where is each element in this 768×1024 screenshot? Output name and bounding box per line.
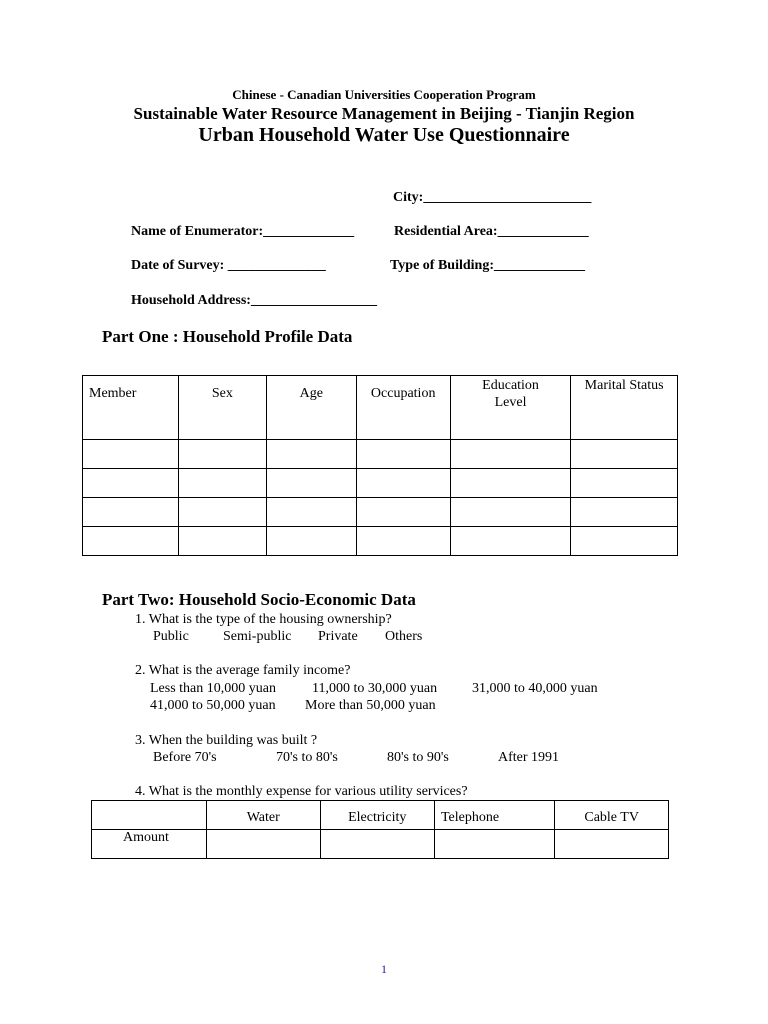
residential-area-field[interactable]: Residential Area:_____________ <box>394 224 589 239</box>
table-cell[interactable] <box>356 498 450 527</box>
table-row <box>83 469 678 498</box>
table-cell[interactable] <box>178 527 266 556</box>
table-row <box>83 527 678 556</box>
household-address-field[interactable]: Household Address:__________________ <box>131 293 377 308</box>
table-cell[interactable] <box>206 830 320 859</box>
table-cell[interactable] <box>83 469 179 498</box>
option-income-4[interactable]: 41,000 to 50,000 yuan <box>150 698 276 713</box>
program-name: Chinese - Canadian Universities Cooperation Program <box>232 87 536 102</box>
option-private[interactable]: Private <box>318 629 358 644</box>
type-of-building-field[interactable]: Type of Building:_____________ <box>390 258 585 273</box>
column-header: Electricity <box>320 801 434 830</box>
column-header: Occupation <box>356 376 450 440</box>
table-cell[interactable] <box>356 527 450 556</box>
table-header-row <box>92 801 669 830</box>
city-field[interactable]: City:________________________ <box>393 190 592 205</box>
option-public[interactable]: Public <box>153 629 189 644</box>
option-before-70s[interactable]: Before 70's <box>153 750 217 765</box>
table-cell[interactable] <box>450 527 570 556</box>
column-header: Marital Status <box>571 376 678 440</box>
table-cell[interactable] <box>571 469 678 498</box>
option-80s-to-90s[interactable]: 80's to 90's <box>387 750 449 765</box>
date-of-survey-field[interactable]: Date of Survey: ______________ <box>131 258 326 273</box>
column-header: Age <box>267 376 357 440</box>
table-cell[interactable] <box>571 527 678 556</box>
table-cell[interactable] <box>267 469 357 498</box>
option-income-2[interactable]: 11,000 to 30,000 yuan <box>312 681 438 696</box>
question-2: 2. What is the average family income? <box>135 663 351 678</box>
option-income-5[interactable]: More than 50,000 yuan <box>305 698 436 713</box>
table-cell[interactable] <box>571 498 678 527</box>
option-semi-public[interactable]: Semi-public <box>223 629 292 644</box>
page-number: 1 <box>381 962 387 976</box>
enumerator-field[interactable]: Name of Enumerator:_____________ <box>131 224 355 239</box>
column-header: Member <box>83 376 179 440</box>
option-70s-to-80s[interactable]: 70's to 80's <box>276 750 338 765</box>
table-row <box>83 498 678 527</box>
row-label: Amount <box>92 830 207 859</box>
column-header: Sex <box>178 376 266 440</box>
utility-expense-table <box>91 800 669 859</box>
option-income-3[interactable]: 31,000 to 40,000 yuan <box>472 681 598 696</box>
column-header: Water <box>206 801 320 830</box>
option-after-1991[interactable]: After 1991 <box>498 750 560 765</box>
question-1: 1. What is the type of the housing ownership? <box>135 612 392 627</box>
table-cell[interactable] <box>267 498 357 527</box>
column-header <box>92 801 207 830</box>
option-income-1[interactable]: Less than 10,000 yuan <box>150 681 276 696</box>
column-header: Education Level <box>450 376 570 440</box>
table-cell[interactable] <box>356 469 450 498</box>
table-cell[interactable] <box>83 440 179 469</box>
table-cell[interactable] <box>450 498 570 527</box>
document-title: Urban Household Water Use Questionnaire <box>198 124 570 146</box>
table-cell[interactable] <box>450 440 570 469</box>
table-cell[interactable] <box>267 527 357 556</box>
table-cell[interactable] <box>178 469 266 498</box>
table-row <box>83 440 678 469</box>
table-cell[interactable] <box>450 469 570 498</box>
table-cell[interactable] <box>267 440 357 469</box>
question-3: 3. When the building was built ? <box>135 733 318 748</box>
column-header: Cable TV <box>555 801 669 830</box>
table-cell[interactable] <box>555 830 669 859</box>
table-cell[interactable] <box>571 440 678 469</box>
part-two-heading: Part Two: Household Socio-Economic Data <box>102 590 416 609</box>
table-cell[interactable] <box>320 830 434 859</box>
table-cell[interactable] <box>83 527 179 556</box>
table-cell[interactable] <box>83 498 179 527</box>
option-others[interactable]: Others <box>385 629 423 644</box>
table-cell[interactable] <box>178 440 266 469</box>
project-title: Sustainable Water Resource Management in Beijing - Tianjin Region <box>133 104 635 123</box>
column-header: Telephone <box>434 801 554 830</box>
question-4: 4. What is the monthly expense for various utility services? <box>135 784 468 799</box>
table-cell[interactable] <box>178 498 266 527</box>
table-header-row <box>83 376 678 440</box>
table-row <box>92 830 669 859</box>
part-one-heading: Part One : Household Profile Data <box>102 327 353 346</box>
table-cell[interactable] <box>434 830 554 859</box>
table-cell[interactable] <box>356 440 450 469</box>
household-profile-table <box>82 375 678 556</box>
